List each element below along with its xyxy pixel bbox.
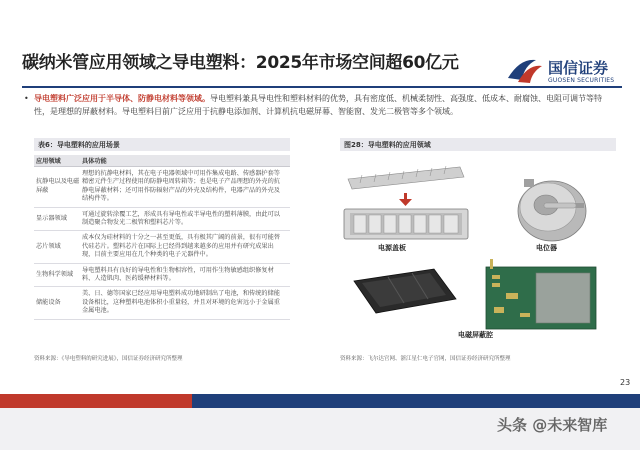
table-header bbox=[34, 155, 290, 167]
bullet-highlight: 导电塑料广泛应用于半导体、防静电材料等领域。 bbox=[34, 94, 210, 103]
caption-power-cover: 电源盖板 bbox=[378, 244, 406, 252]
table-cell-field: 抗静电以及电磁屏蔽 bbox=[36, 178, 80, 194]
table-row bbox=[34, 231, 290, 263]
emi-housing-image bbox=[354, 269, 456, 313]
table-row bbox=[34, 287, 290, 319]
logo-text-cn: 国信证券 bbox=[548, 59, 609, 77]
figure-label: 图28：导电塑料的应用领域 bbox=[340, 138, 616, 151]
header-rule bbox=[22, 86, 622, 88]
power-cover-top-image bbox=[348, 166, 464, 189]
watermark: 头条 @未来智库 bbox=[497, 416, 608, 434]
table-cell-desc: 成本仅为硅材料的十分之一甚至更低，具有极其广阔的前景，很有可能替代硅芯片。塑料芯片在国际上已经得到越来越多的应用并有研究成果出现，目前主要应用在几个种类的电子元器件中。 bbox=[82, 234, 280, 259]
summary-bullet bbox=[24, 92, 614, 118]
table-cell-field: 生物科学领域 bbox=[36, 270, 74, 278]
table-cell-field: 芯片领域 bbox=[36, 242, 61, 250]
bullet-dot-icon: • bbox=[24, 94, 29, 103]
bullet-text: 导电塑料兼具导电性和塑料材料的优势，具有密度低、机械柔韧性、高强度、低成本、耐腐蚀、电阻可调节等特性，是理想的屏蔽材料。导电塑料目前广泛应用于抗静电添加剂、计算机抗电磁屏幕、智能窗、发光二极管等多个领域。 bbox=[34, 94, 602, 116]
table-row bbox=[34, 264, 290, 288]
caption-emi-cavity: 电磁屏蔽腔 bbox=[458, 331, 493, 339]
logo-text-en: GUOSEN SECURITIES bbox=[548, 77, 615, 84]
table-cell-desc: 理想的抗静电材料，其在电子电器领域中可用作集成电路、传感器护套等精密元件生产过程使用的防静电周转箱等；也是电子产品理想的外壳的抗静电屏蔽材料；还可用作防辐射产品的外壳及结构件，电器产品的外壳及结构件等。 bbox=[82, 170, 280, 203]
application-table bbox=[34, 155, 290, 320]
table-header-desc: 具体功能 bbox=[82, 158, 107, 165]
table-label: 表6：导电塑料的应用场景 bbox=[34, 138, 290, 151]
table-cell-field: 显示器领域 bbox=[36, 214, 67, 222]
down-arrow-icon bbox=[399, 193, 412, 206]
potentiometer-image bbox=[518, 179, 586, 241]
page-number: 23 bbox=[620, 378, 631, 387]
caption-potentiometer: 电位器 bbox=[536, 244, 557, 252]
figure-source: 资料来源：飞尔达官网、浙江星仁电子官网，国信证券经济研究所整理 bbox=[340, 356, 511, 362]
table-header-field: 应用领域 bbox=[36, 158, 61, 165]
logo-mark-icon bbox=[506, 56, 544, 84]
table-cell-desc: 导电塑料具有良好的导电性和生物相容性，可用作生物敏感组织修复材料、人造肌肉、医药缓释材料等。 bbox=[82, 266, 274, 283]
power-cover-image bbox=[344, 209, 468, 239]
table-cell-field: 储能设备 bbox=[36, 298, 61, 306]
table-source: 资料来源：《导电塑料的研究进展》，国信证券经济研究所整理 bbox=[34, 356, 183, 362]
table-row bbox=[34, 167, 290, 208]
footer-band bbox=[0, 394, 640, 408]
page-title: 碳纳米管应用领域之导电塑料：2025年市场空间超60亿元 bbox=[22, 53, 459, 73]
table-cell-desc: 可通过旋转涂覆工艺，形成具有导电性或半导电性的塑料薄膜，由此可以制造聚合物发光二极管和塑料芯片等。 bbox=[82, 210, 280, 227]
table-cell-desc: 美、日、德等国家已经应用导电塑料成功地研制出了电池，和传统的储能设备相比，这种塑料电池体积小重量轻，并且对环境的危害远小于金属重金属电池。 bbox=[82, 290, 280, 315]
figure-panel bbox=[340, 149, 616, 339]
table-row bbox=[34, 208, 290, 232]
emi-pcb-image bbox=[486, 259, 596, 329]
